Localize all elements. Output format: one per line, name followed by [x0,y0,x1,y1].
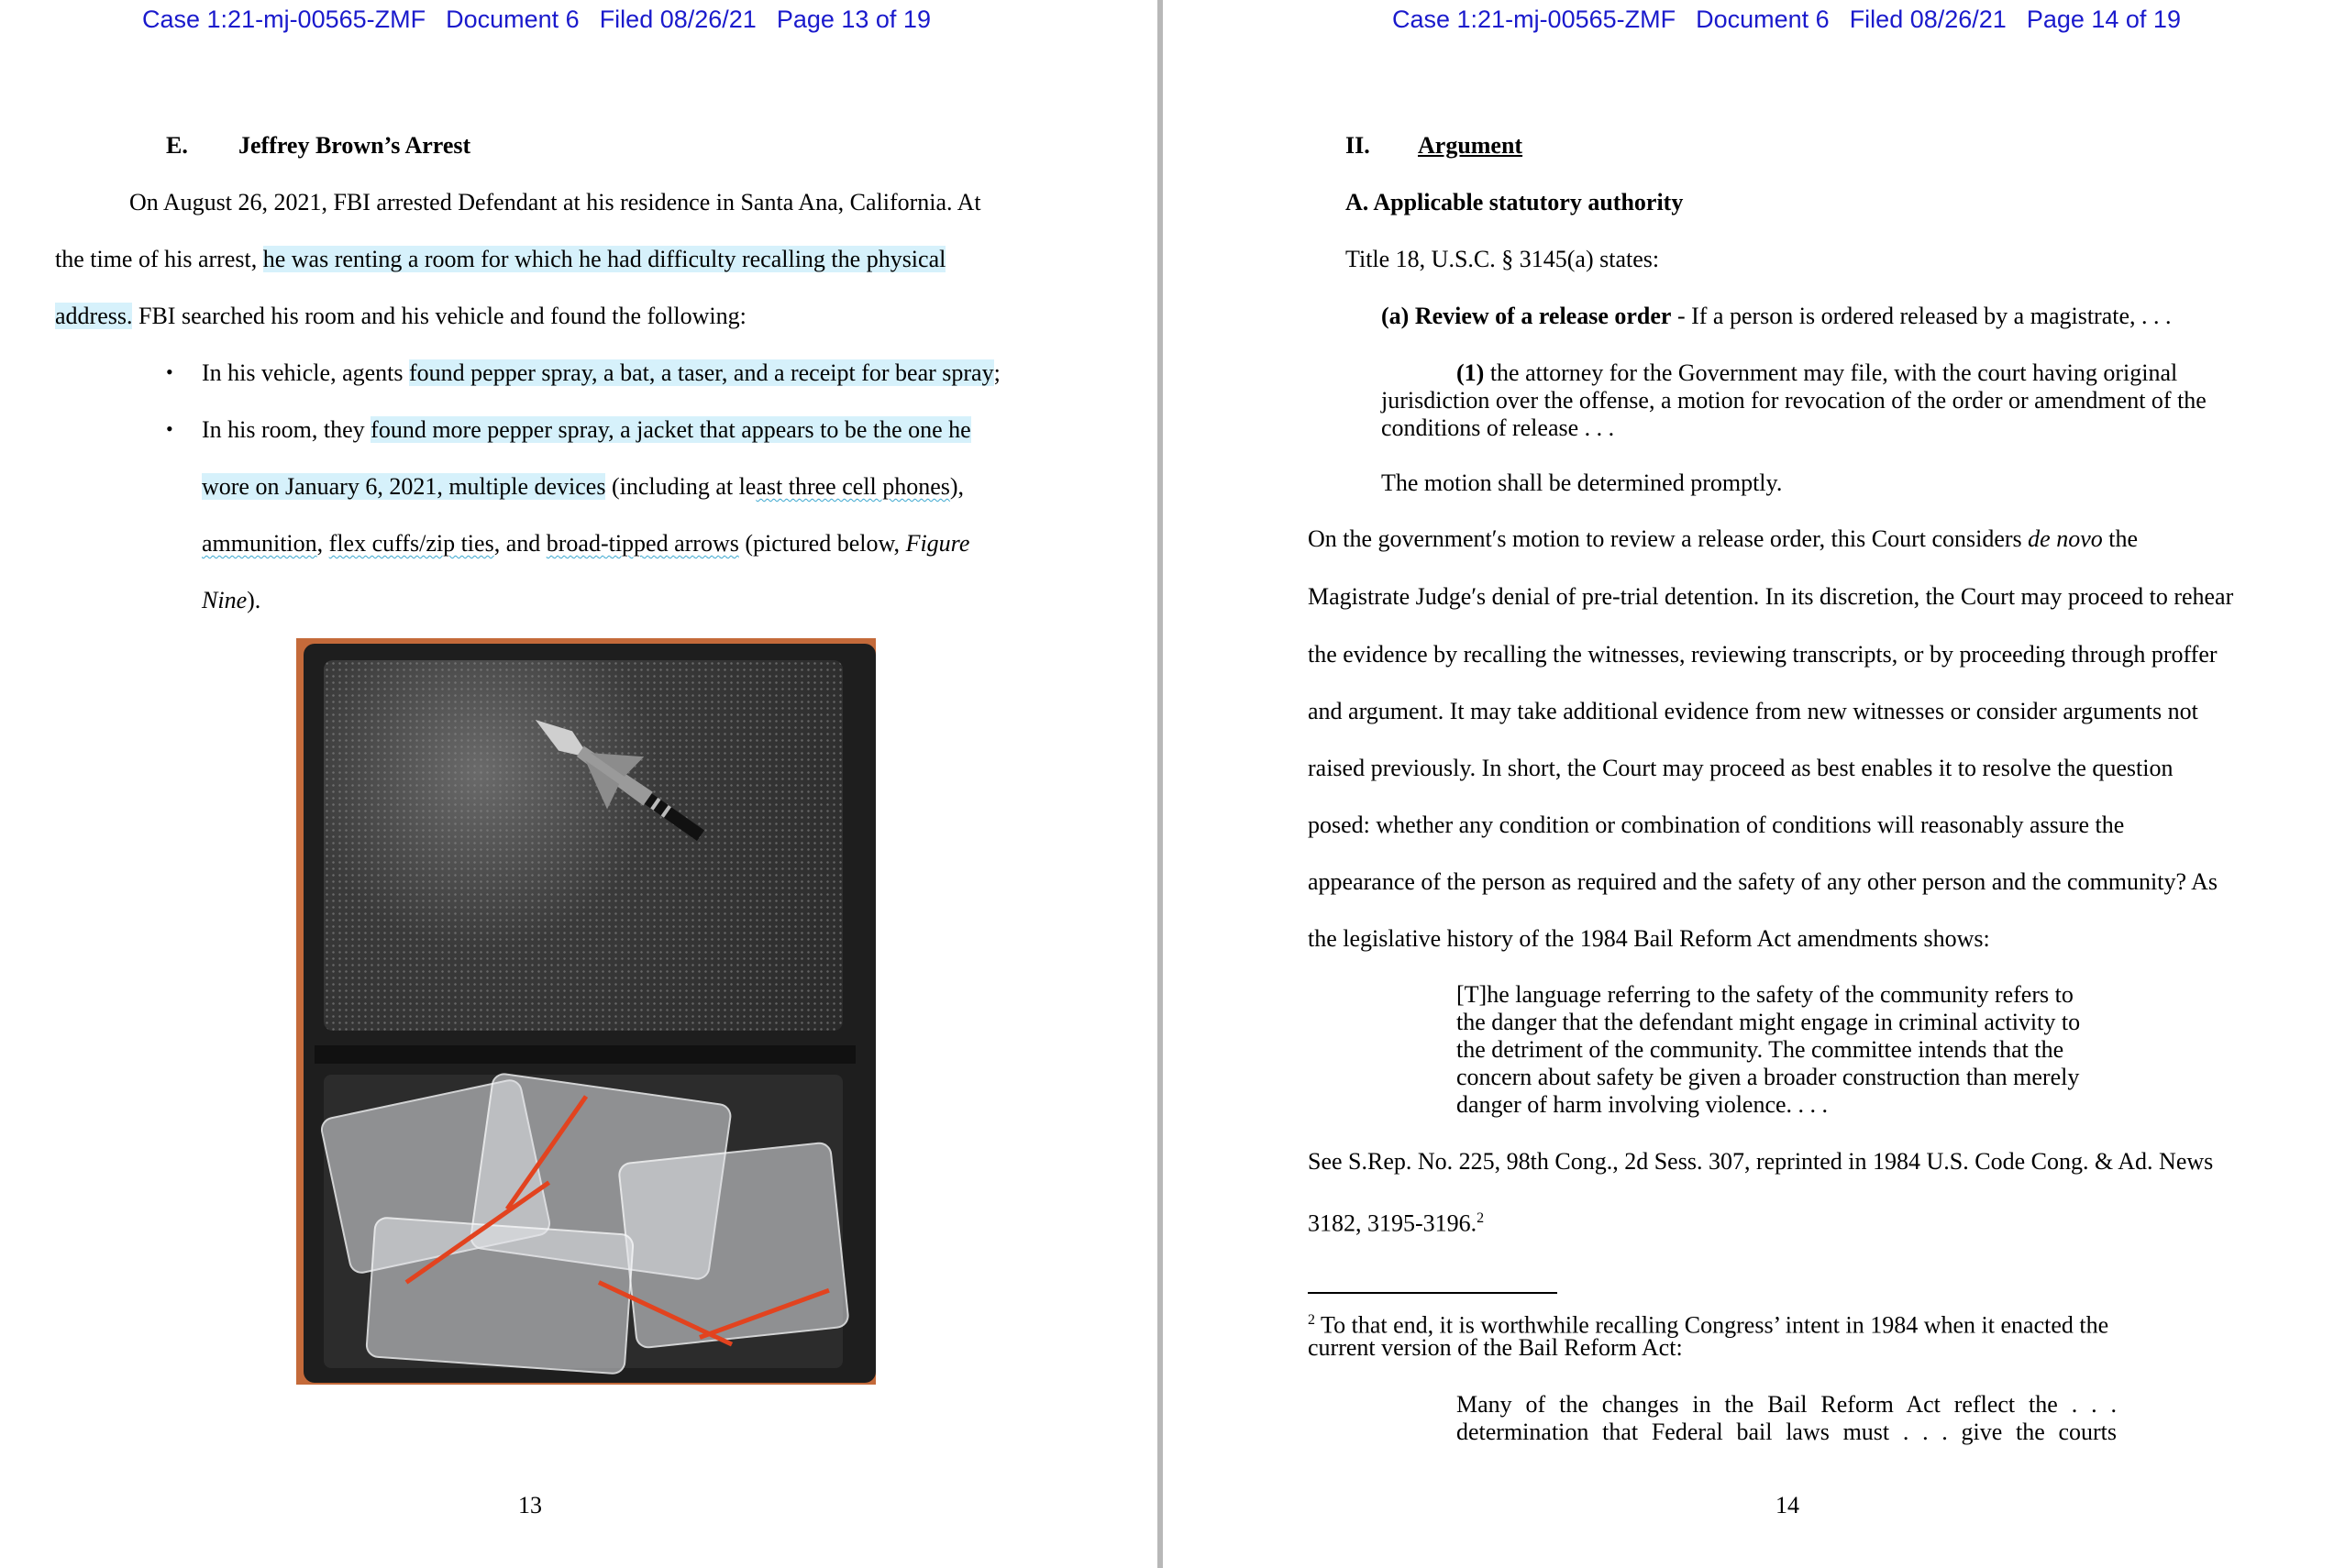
header-document: Document 6 [1696,6,1830,33]
highlight-span: wore on January 6, 2021, multiple devices [202,473,606,500]
footnote-reference: 2 [1477,1210,1485,1226]
statute-motion: The motion shall be determined promptly. [1381,469,1783,496]
italic-span: Figure [905,530,970,557]
block-quote-line: the detriment of the community. The committee intends that the [1456,1036,2064,1063]
citation-line-2 [1308,1204,1484,1239]
underlined-span: flex cuffs/zip ties [328,530,494,557]
statute-item-1-line1 [1456,359,2177,388]
block-quote-line: concern about safety be given a broader construction than merely [1456,1064,2080,1090]
text-span: the [2102,525,2139,552]
highlight-span: address. [55,303,133,329]
text-span: the attorney for the Government may file, with the court having original [1484,359,2178,386]
text-span: ), [949,473,965,500]
header-case: Case 1:21-mj-00565-ZMF [1392,6,1676,33]
bullet2-line2 [202,472,964,502]
plastic-bag [365,1216,635,1375]
page-header [1392,6,2181,34]
page-header [142,6,931,34]
section-title: Jeffrey Brown’s Arrest [238,132,471,159]
statute-intro: Title 18, U.S.C. § 3145(a) states: [1345,246,1660,272]
text-span: - If a person is ordered released by a magistrate, . . . [1671,303,2172,329]
block-quote-line: the danger that the defendant might engage in criminal activity to [1456,1009,2081,1035]
citation-line-1: See S.Rep. No. 225, 98th Cong., 2d Sess. 307, reprinted in 1984 U.S. Code Cong. & Ad. News [1308,1148,2214,1175]
underlined-span: broad-tipped arrows [546,530,739,557]
bullet2-line4 [202,586,260,615]
statute-item-1-line3: conditions of release . . . [1381,414,1615,441]
body-line-8: the legislative history of the 1984 Bail Reform Act amendments shows: [1308,925,1990,952]
section-label: II. [1345,132,1370,159]
text-span: the time of his arrest, [55,246,263,272]
header-filed: Filed 08/26/21 [599,6,757,33]
bold-span: (a) Review of a release order [1381,303,1672,329]
footnote-marker: 2 [1308,1312,1315,1328]
section-title: Argument [1418,132,1523,159]
body-line-4: and argument. It may take additional evidence from new witnesses or consider arguments not [1308,698,2198,724]
bullet-marker: • [166,360,173,383]
evidence-photo [296,638,876,1385]
statute-item-1-line2: jurisdiction over the offense, a motion for revocation of the order or amendment of the [1381,387,2207,414]
text-span: , and [493,530,547,557]
text-span: To that end, it is worthwhile recalling Congress’ intent in 1984 when it enacted the [1315,1311,2109,1339]
text-span: On the government′s motion to review a release order, this Court considers [1308,525,2029,552]
plastic-bag [617,1141,850,1349]
text-span: (pictured below, [738,530,906,557]
body-line-3: the evidence by recalling the witnesses, reviewing transcripts, or by proceeding through proffer [1308,641,2218,668]
bold-span: (1) [1456,359,1485,386]
section-label: E. [166,132,188,159]
footnote-rule [1308,1292,1557,1294]
italic-span: de novo [2028,525,2103,552]
bullet1-line [202,359,1001,388]
footnote-quote-line-2: determination that Federal bail laws must . . . give the courts [1456,1419,2117,1445]
text-span: FBI searched his room and his vehicle and found the following: [132,303,747,329]
para1-line2 [55,245,1016,274]
para1-line3 [55,302,747,331]
italic-span: Nine [202,587,248,613]
text-span: ). [247,587,261,613]
text-span: (including at le [605,473,757,500]
subsection-title: A. Applicable statutory authority [1345,189,1684,215]
page-number: 14 [1775,1492,1799,1518]
header-filed: Filed 08/26/21 [1849,6,2007,33]
highlight-span: found more pepper spray, a jacket that appears to be the one he [371,416,971,443]
text-span: ; [993,359,1001,386]
header-page: Page 14 of 19 [2026,6,2181,33]
page-14 [1163,0,2334,1568]
body-line-7: appearance of the person as required and the safety of any other person and the community? As [1308,868,2218,895]
bullet-marker: • [166,417,173,440]
text-span: In his vehicle, agents [202,359,409,386]
bullet2-line3 [202,529,969,558]
header-page: Page 13 of 19 [776,6,931,33]
bullet2-line1 [202,415,971,445]
page-13 [0,0,1157,1568]
header-case: Case 1:21-mj-00565-ZMF [142,6,426,33]
page-number: 13 [518,1492,542,1518]
highlight-span: found pepper spray, a bat, a taser, and a receipt for bear spray [409,359,994,386]
block-quote-line: [T]he language referring to the safety of the community refers to [1456,981,2074,1008]
body-line-2: Magistrate Judge′s denial of pre-trial detention. In its discretion, the Court may proceed to rehear [1308,583,2234,610]
block-quote-line: danger of harm involving violence. . . . [1456,1091,1829,1118]
para1-line1: On August 26, 2021, FBI arrested Defendant at his residence in Santa Ana, California. At [129,189,981,215]
underlined-span: ammunition [202,530,317,557]
text-span: In his room, they [202,416,371,443]
footnote-quote-line-1: Many of the changes in the Bail Reform Act reflect the . . . [1456,1391,2117,1418]
underlined-span: ast three cell phones [756,473,950,500]
footnote-line-2: current version of the Bail Reform Act: [1308,1334,1683,1361]
text-span: , [316,530,329,557]
body-line-6: posed: whether any condition or combination of conditions will reasonably assure the [1308,812,2125,838]
highlight-span: he was renting a room for which he had difficulty recalling the physical [262,246,946,272]
statute-subsection-a [1381,302,2172,331]
text-span: 3182, 3195-3196. [1308,1209,1477,1237]
header-document: Document 6 [446,6,580,33]
body-line-1 [1308,525,2138,554]
body-line-5: raised previously. In short, the Court may proceed as best enables it to resolve the question [1308,755,2174,781]
case-hinge [315,1045,856,1064]
